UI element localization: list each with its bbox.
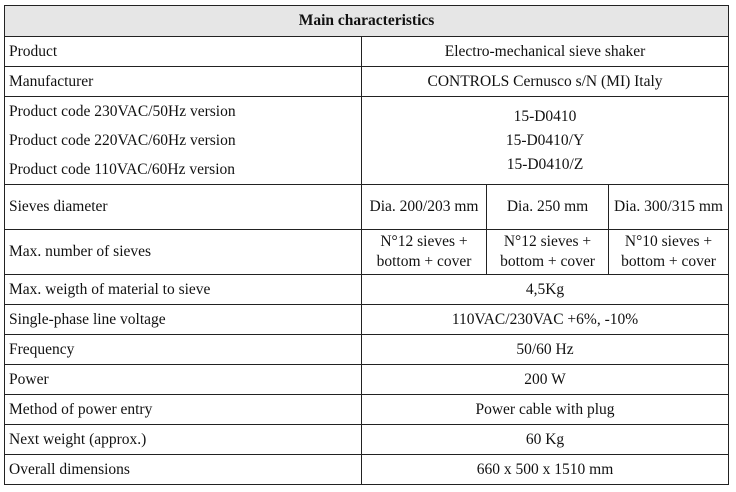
net-weight-label: Next weight (approx.) — [5, 425, 362, 455]
max-sieves-250: N°12 sieves + bottom + cover — [487, 230, 609, 275]
sieves-diameter-300: Dia. 300/315 mm — [609, 185, 729, 230]
sieves-diameter-200: Dia. 200/203 mm — [362, 185, 487, 230]
power-entry-label: Method of power entry — [5, 395, 362, 425]
product-code-value-230: 15-D0410 — [513, 107, 577, 125]
table-row — [5, 275, 729, 305]
product-code-label-220: Product code 220VAC/60Hz version — [9, 132, 236, 149]
max-weight-label: Max. weigth of material to sieve — [5, 275, 362, 305]
table-header-row — [5, 6, 729, 37]
product-code-values — [362, 97, 729, 185]
table-row — [5, 335, 729, 365]
power-value: 200 W — [362, 365, 729, 395]
max-weight-value: 4,5Kg — [362, 275, 729, 305]
sieves-diameter-label: Sieves diameter — [5, 185, 362, 230]
net-weight-value: 60 Kg — [362, 425, 729, 455]
product-code-label-230: Product code 230VAC/50Hz version — [9, 103, 236, 120]
product-code-value-110: 15-D0410/Z — [506, 155, 584, 173]
product-code-label-110: Product code 110VAC/60Hz version — [9, 161, 236, 178]
voltage-label: Single-phase line voltage — [5, 305, 362, 335]
frequency-label: Frequency — [5, 335, 362, 365]
table-row — [5, 185, 729, 230]
dimensions-value: 660 x 500 x 1510 mm — [362, 455, 729, 485]
max-sieves-label: Max. number of sieves — [5, 230, 362, 275]
table-row — [5, 230, 729, 275]
power-entry-value: Power cable with plug — [362, 395, 729, 425]
manufacturer-label: Manufacturer — [5, 67, 362, 97]
voltage-value: 110VAC/230VAC +6%, -10% — [362, 305, 729, 335]
max-sieves-300: N°10 sieves + bottom + cover — [609, 230, 729, 275]
max-sieves-200: N°12 sieves + bottom + cover — [362, 230, 487, 275]
product-label: Product — [5, 37, 362, 67]
sieves-diameter-250: Dia. 250 mm — [487, 185, 609, 230]
manufacturer-value: CONTROLS Cernusco s/N (MI) Italy — [362, 67, 729, 97]
frequency-value: 50/60 Hz — [362, 335, 729, 365]
product-code-labels — [5, 97, 362, 185]
table-row — [5, 365, 729, 395]
table-row — [5, 67, 729, 97]
product-value: Electro-mechanical sieve shaker — [362, 37, 729, 67]
power-label: Power — [5, 365, 362, 395]
product-code-value-220: 15-D0410/Y — [505, 131, 585, 149]
table-title: Main characteristics — [5, 6, 729, 37]
characteristics-table — [4, 5, 729, 485]
table-row — [5, 425, 729, 455]
table-row — [5, 455, 729, 485]
table-row — [5, 395, 729, 425]
table-row — [5, 305, 729, 335]
table-row — [5, 97, 729, 185]
dimensions-label: Overall dimensions — [5, 455, 362, 485]
table-row — [5, 37, 729, 67]
